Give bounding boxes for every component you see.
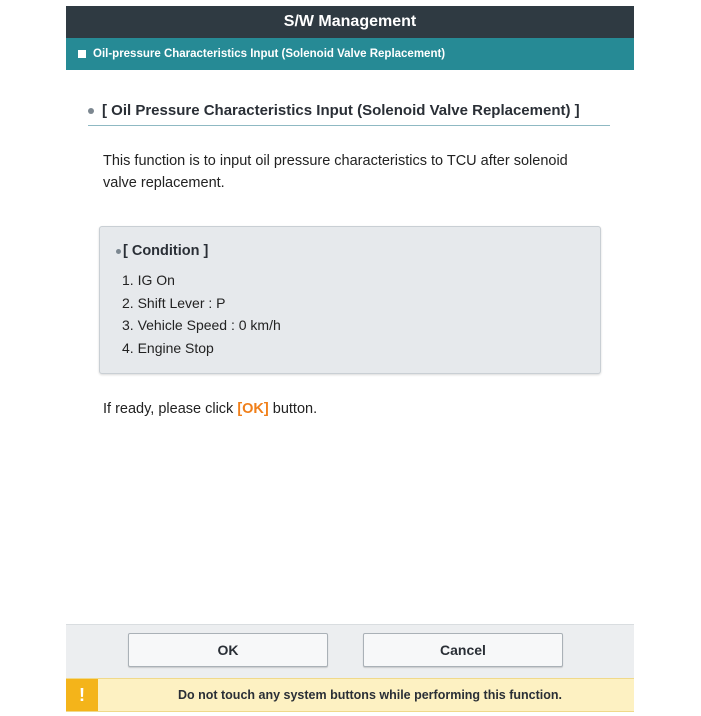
bullet-icon: [116, 249, 121, 254]
condition-item: 2. Shift Lever : P: [122, 294, 226, 311]
function-description: This function is to input oil pressure characteristics to TCU after solenoid valve replacement.: [103, 153, 568, 191]
bullet-icon: [88, 108, 94, 114]
sw-management-dialog: [66, 6, 634, 710]
condition-item: 3. Vehicle Speed : 0 km/h: [122, 317, 281, 333]
warning-icon: !: [66, 679, 98, 711]
subheader-label: Oil-pressure Characteristics Input (Solenoid Valve Replacement): [93, 48, 446, 60]
content-area: [66, 70, 634, 624]
condition-item: 4. Engine Stop: [122, 339, 214, 356]
warning-text: Do not touch any system buttons while performing this function.: [177, 688, 563, 702]
condition-item: 1. IG On: [122, 272, 175, 288]
ready-instruction: [103, 401, 317, 417]
condition-box: [99, 226, 601, 374]
ready-prefix: If ready, please click: [103, 401, 238, 417]
button-bar: [66, 624, 634, 683]
section-heading-text: [ Oil Pressure Characteristics Input (Solenoid Valve Replacement) ]: [102, 102, 580, 119]
ready-suffix: button.: [268, 401, 318, 417]
section-heading: [88, 102, 610, 126]
ok-button[interactable]: OK: [128, 633, 328, 667]
square-icon: [78, 50, 86, 58]
dialog-title: S/W Management: [66, 6, 634, 38]
condition-title-text: [ Condition ]: [123, 243, 209, 259]
condition-list: [122, 269, 281, 359]
function-subheader: [66, 38, 634, 70]
cancel-button[interactable]: Cancel: [363, 633, 563, 667]
condition-title: [116, 243, 208, 259]
warning-bar: [66, 678, 634, 712]
ok-highlight: [OK]: [237, 401, 269, 417]
